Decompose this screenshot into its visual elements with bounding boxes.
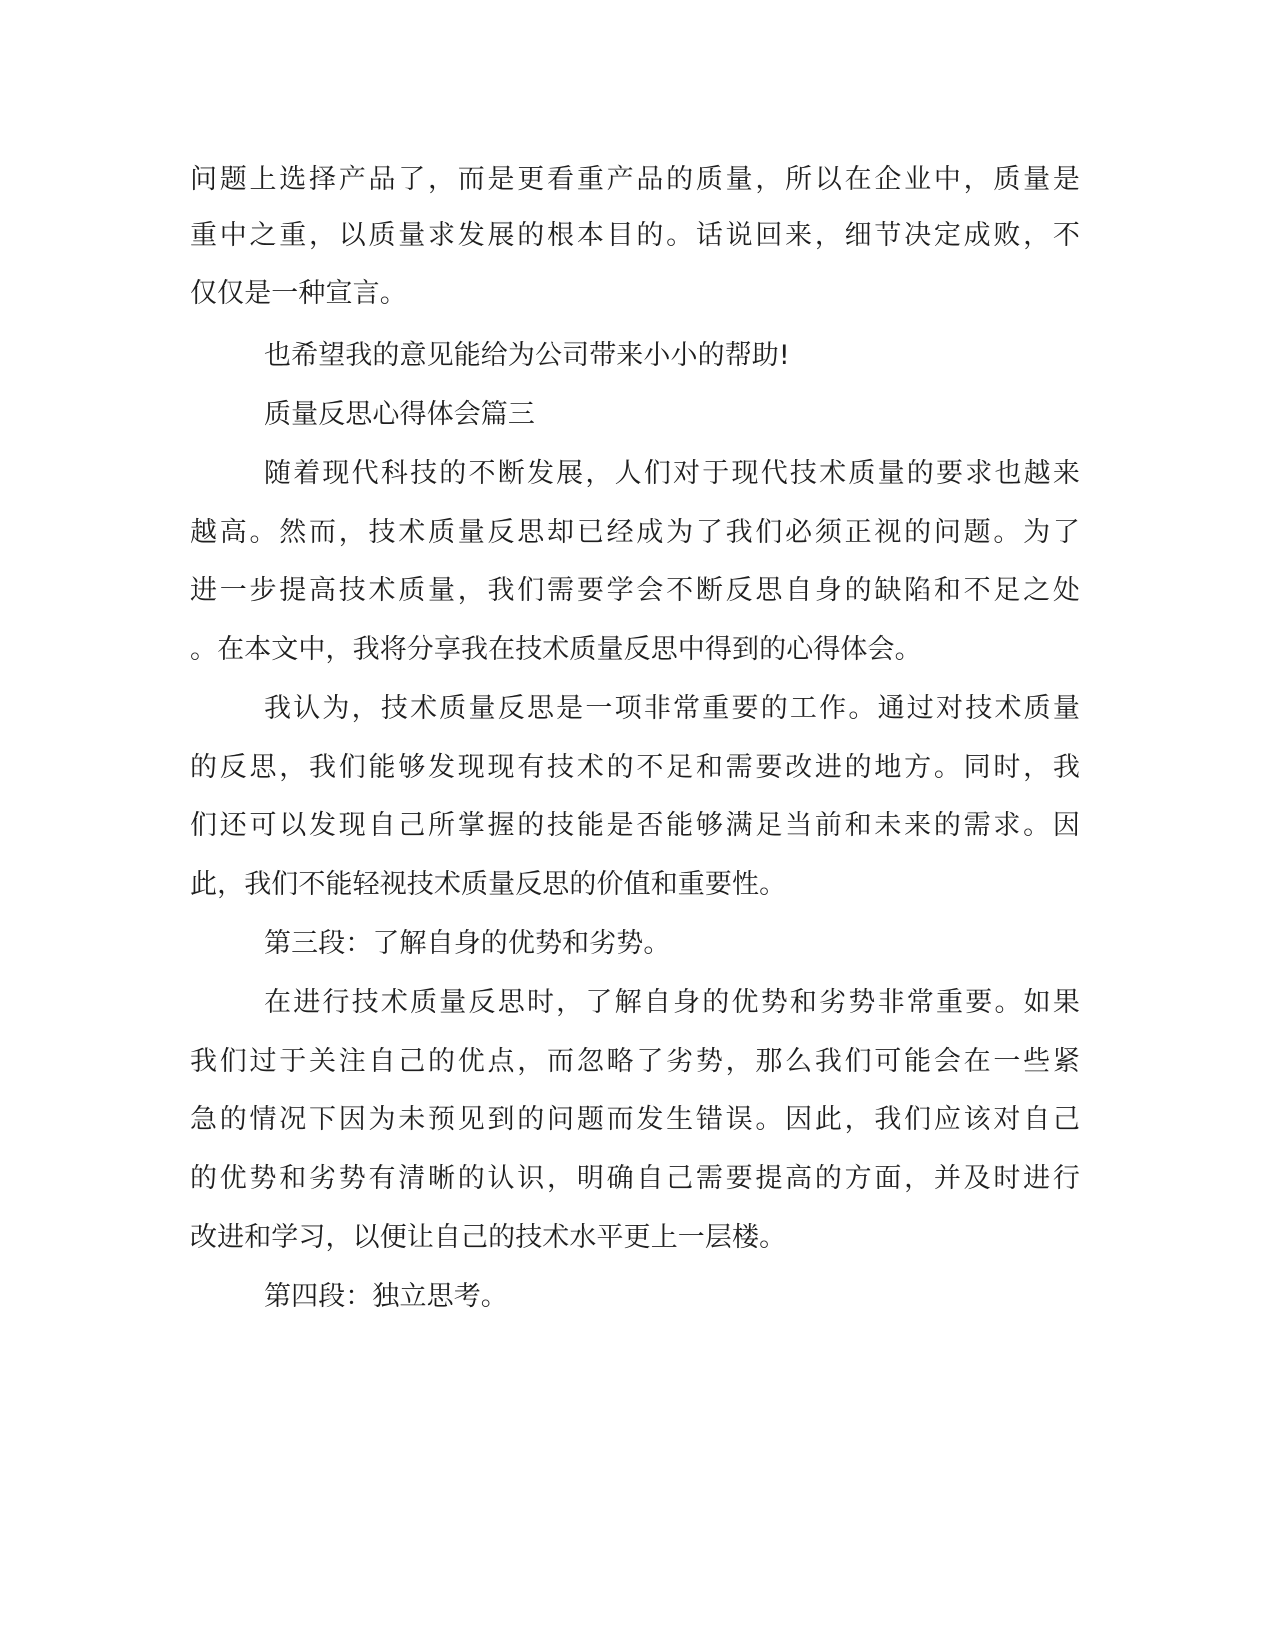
text-line: 的优势和劣势有清晰的认识，明确自己需要提高的方面，并及时进行 [190, 1163, 1080, 1194]
text-line: 进一步提高技术质量，我们需要学会不断反思自身的缺陷和不足之处 [190, 575, 1080, 606]
text-line: 我认为，技术质量反思是一项非常重要的工作。通过对技术质量 [264, 693, 1080, 724]
text-line: 随着现代科技的不断发展，人们对于现代技术质量的要求也越来 [264, 458, 1080, 489]
section-heading: 第三段：了解自身的优势和劣势。 [264, 928, 671, 959]
text-line: 。在本文中，我将分享我在技术质量反思中得到的心得体会。 [190, 634, 922, 665]
text-line: 的反思，我们能够发现现有技术的不足和需要改进的地方。同时，我 [190, 752, 1080, 783]
text-line: 们还可以发现自己所掌握的技能是否能够满足当前和未来的需求。因 [190, 810, 1080, 841]
text-line: 此，我们不能轻视技术质量反思的价值和重要性。 [190, 869, 787, 900]
text-line: 重中之重，以质量求发展的根本目的。话说回来，细节决定成败，不 [190, 220, 1080, 251]
text-line: 仅仅是一种宣言。 [190, 278, 407, 309]
text-line: 改进和学习，以便让自己的技术水平更上一层楼。 [190, 1222, 787, 1253]
section-heading: 质量反思心得体会篇三 [264, 399, 535, 430]
text-line: 也希望我的意见能给为公司带来小小的帮助! [264, 340, 790, 371]
text-line: 在进行技术质量反思时，了解自身的优势和劣势非常重要。如果 [264, 987, 1080, 1018]
text-line: 问题上选择产品了，而是更看重产品的质量，所以在企业中，质量是 [190, 164, 1080, 195]
text-line: 越高。然而，技术质量反思却已经成为了我们必须正视的问题。为了 [190, 517, 1080, 548]
section-heading: 第四段：独立思考。 [264, 1281, 508, 1312]
text-line: 我们过于关注自己的优点，而忽略了劣势，那么我们可能会在一些紧 [190, 1046, 1080, 1077]
text-line: 急的情况下因为未预见到的问题而发生错误。因此，我们应该对自己 [190, 1104, 1080, 1135]
